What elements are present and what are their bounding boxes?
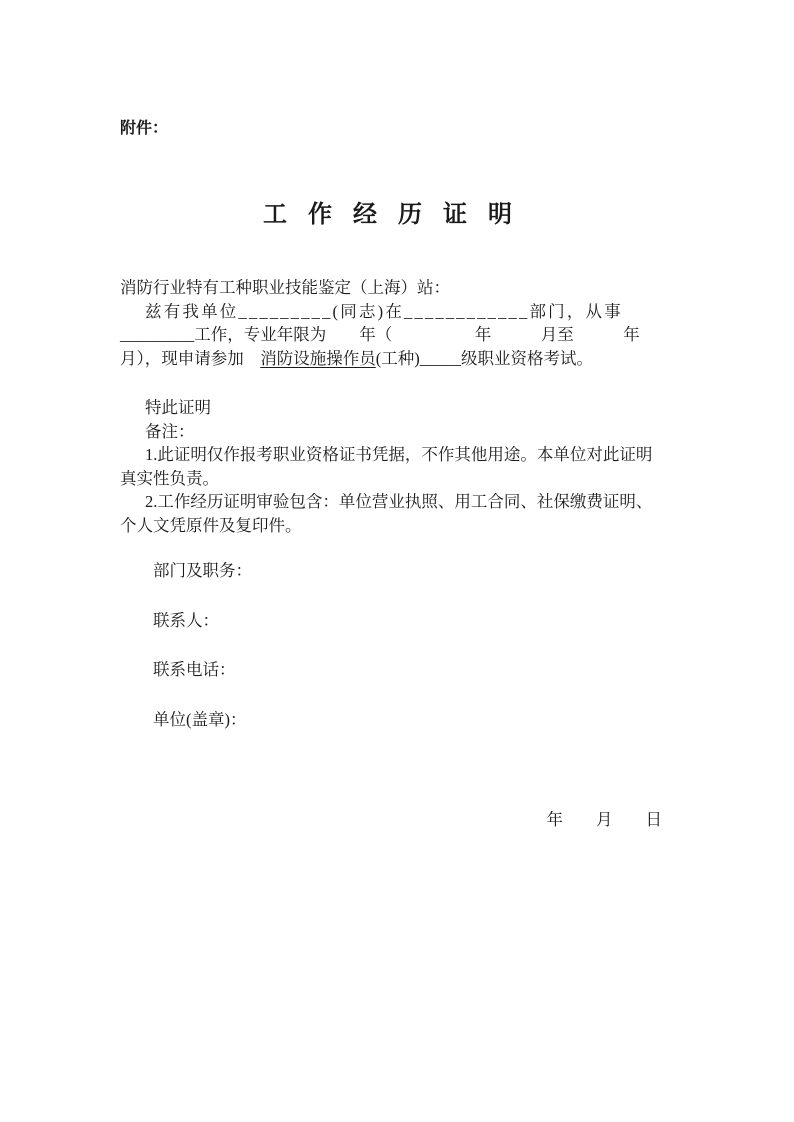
remark-2-line-1: 2.工作经历证明审验包含：单位营业执照、用工合同、社保缴费证明、 xyxy=(145,492,653,511)
salutation-line: 消防行业特有工种职业技能鉴定（上海）站： xyxy=(120,278,450,297)
body-line-3-suffix: (工种)_____级职业资格考试。 xyxy=(375,348,593,368)
attachment-label: 附件： xyxy=(120,120,169,137)
closing-statement: 特此证明 xyxy=(145,398,211,417)
remarks-section xyxy=(120,396,676,537)
field-phone-label: 联系电话： xyxy=(153,660,236,679)
body-line-3-prefix: 月），现申请参加 xyxy=(120,348,261,368)
document-content xyxy=(120,118,676,832)
body-line-3 xyxy=(120,347,676,371)
body-line-2: _________工作，专业年限为 年（ 年 月至 年 xyxy=(120,325,640,344)
remark-2-line-2: 个人文凭原件及复印件。 xyxy=(120,515,302,535)
field-contact-label: 联系人： xyxy=(153,610,219,630)
field-department-label: 部门及职务： xyxy=(153,561,252,580)
remark-1-line-2: 真实性负责。 xyxy=(120,468,219,488)
remarks-label: 备注： xyxy=(145,421,195,441)
document-title: 工作经历证明 xyxy=(263,202,533,228)
field-unit-seal-label: 单位(盖章)： xyxy=(153,709,247,729)
body-paragraph xyxy=(120,276,676,370)
body-line-1: 兹有我单位_________(同志)在____________部门，从事 xyxy=(145,301,623,321)
occupation-underlined-text: 消防设施操作员 xyxy=(260,348,376,368)
date-line: 年 月 日 xyxy=(546,810,662,829)
contact-fields xyxy=(120,559,676,731)
remark-1-line-1: 1.此证明仅作报考职业资格证书凭据，不作其他用途。本单位对此证明 xyxy=(145,445,653,464)
